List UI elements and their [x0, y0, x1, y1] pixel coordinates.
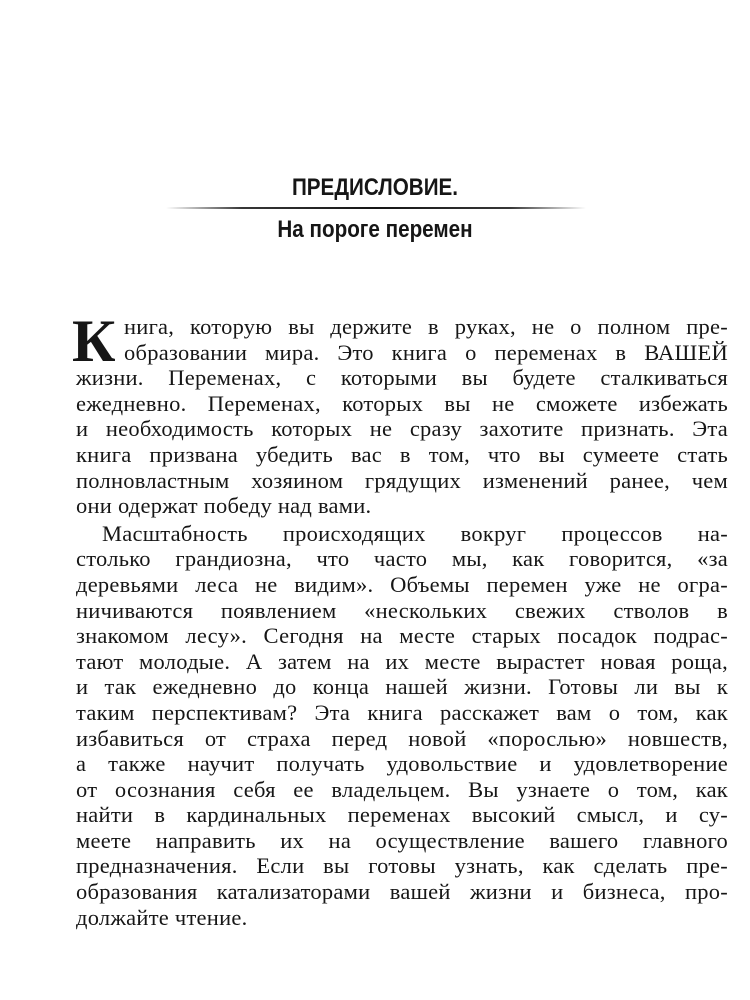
text-line: а также научит получать удовольствие и удовлетворение	[76, 751, 728, 777]
text-line: образовании мира. Это книга о переменах в ВАШЕЙ	[124, 339, 728, 365]
text-line-content: нига, которую вы держите в руках, не о полном пре-	[124, 314, 728, 339]
text-line: образования катализаторами вашей жизни и бизнеса, про-	[76, 879, 728, 905]
text-line: и необходимость которых не сразу захотите признать. Эта	[76, 416, 728, 442]
text-line: от осознания себя ее владельцем. Вы узнаете о том, как	[76, 776, 728, 802]
chapter-title: ПРЕДИСЛОВИЕ.	[291, 174, 459, 201]
text-line: предназначения. Если вы готовы узнать, как сделать пре-	[76, 853, 728, 879]
text-line: должайте чтение.	[76, 904, 248, 930]
text-line: полновластным хозяином грядущих изменений ранее, чем	[76, 467, 728, 493]
text-line: ежедневно. Переменах, которых вы не сможете избежать	[76, 390, 728, 416]
text-line: столько грандиозна, что часто мы, как говорится, «за	[76, 546, 728, 572]
text-line: жизни. Переменах, с которыми вы будете сталкиваться	[76, 365, 728, 391]
chapter-subtitle: На пороге перемен	[277, 216, 473, 243]
text-line: меете направить их на осуществление вашего главного	[76, 827, 728, 853]
drop-cap-letter: К	[72, 308, 116, 374]
text-line: и так ежедневно до конца нашей жизни. Готовы ли вы к	[76, 674, 728, 700]
text-line: ничиваются появлением «нескольких свежих стволов в	[76, 597, 728, 623]
text-line: деревьями леса не видим». Объемы перемен уже не огра-	[76, 571, 728, 597]
text-line: найти в кардинальных переменах высокий смысл, и су-	[76, 802, 728, 828]
paragraph-1	[72, 308, 728, 519]
paragraph-2	[76, 521, 728, 931]
text-line: знакомом лесу». Сегодня на месте старых посадок подрас-	[76, 623, 728, 649]
title-divider-rule	[166, 207, 586, 209]
body-text	[72, 308, 728, 930]
text-line: тают молодые. А затем на их месте вырастет новая роща,	[76, 648, 728, 674]
text-line: избавиться от страха перед новой «порослью» новшеств,	[76, 725, 728, 751]
text-line: Масштабность происходящих вокруг процессов на-	[102, 520, 728, 546]
text-line: таким перспективам? Эта книга расскажет вам о том, как	[76, 699, 728, 725]
text-line: они одержат победу над вами.	[76, 493, 372, 519]
text-line: книга призвана убедить вас в том, что вы сумеете стать	[76, 441, 728, 467]
